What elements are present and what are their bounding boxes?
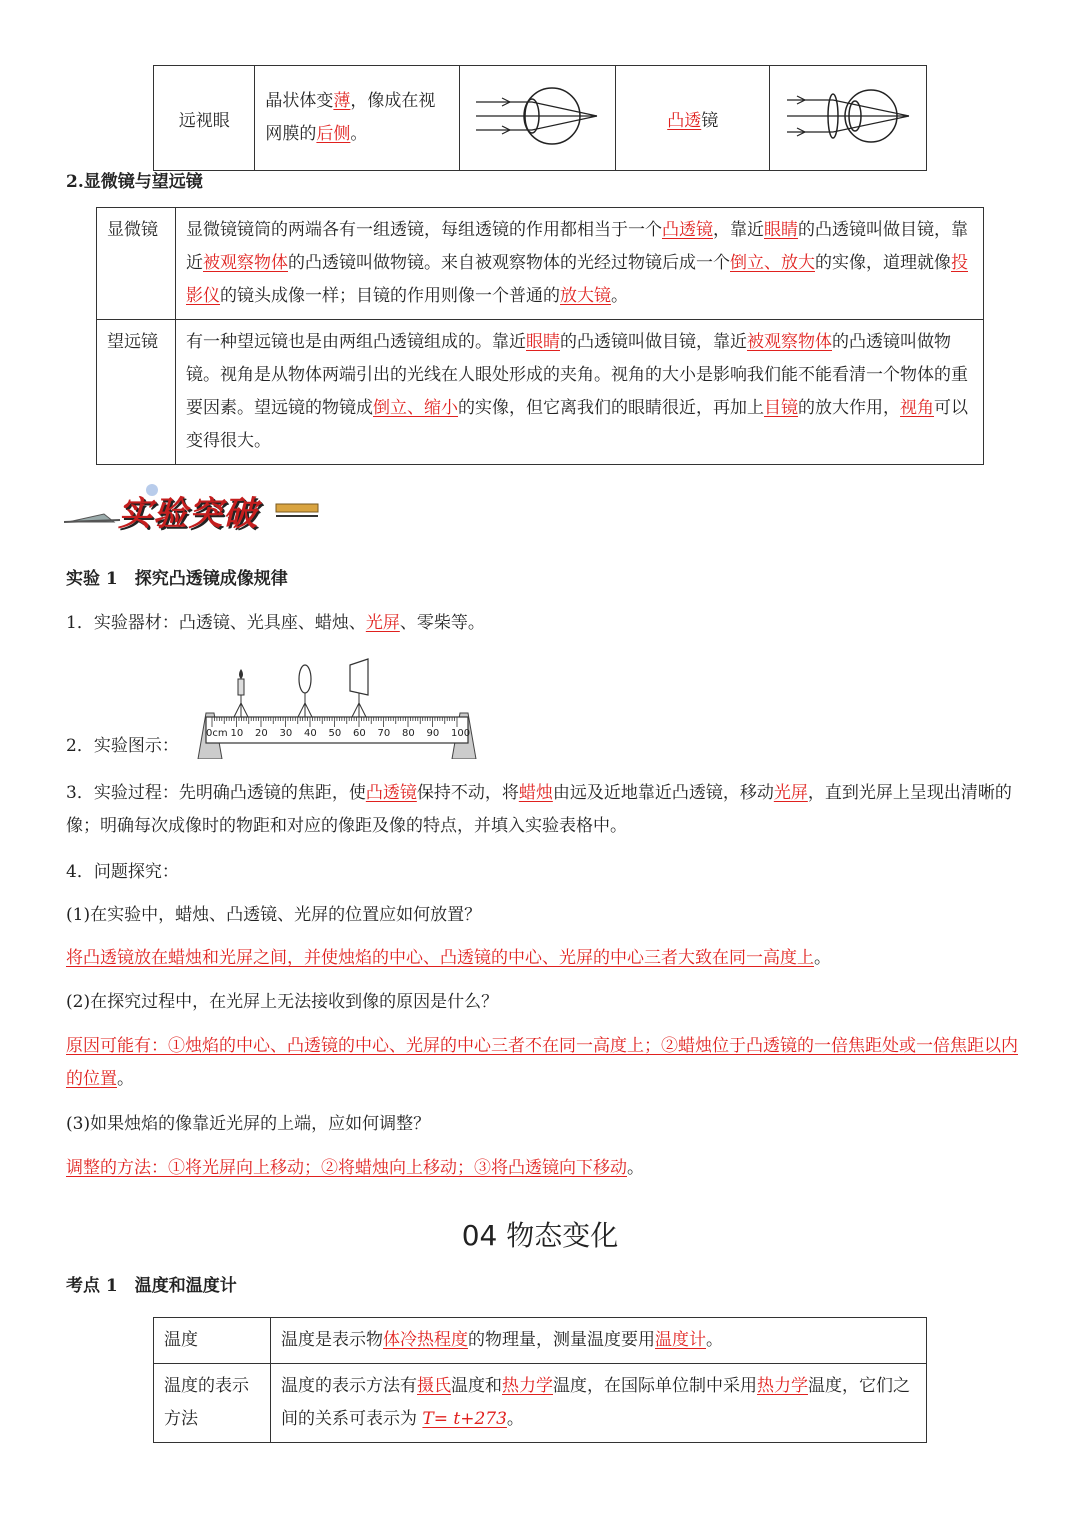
microscope-telescope-table: [96, 207, 984, 465]
answer-3: 调整的方法：①将光屏向上移动；②将蜡烛向上移动；③将凸透镜向下移动。: [66, 1158, 644, 1178]
row-label: 显微镜: [97, 208, 176, 320]
optical-bench-figure: [192, 655, 482, 759]
row-label: 温度的表示方法: [154, 1364, 271, 1443]
ruler-label: 90: [426, 728, 440, 739]
temperature-methods: 温度的表示方法有摄氏温度和热力学温度，在国际单位制中采用热力学温度，它们之间的关系可表示为 T= t+273。: [271, 1364, 927, 1443]
temperature-definition: 温度是表示物体冷热程度的物理量，测量温度要用温度计。: [271, 1318, 927, 1364]
hyperopia-table: [153, 65, 927, 171]
telescope-text: 有一种望远镜也是由两组凸透镜组成的。靠近眼睛的凸透镜叫做目镜，靠近被观察物体的凸透镜叫做物镜。视角是从物体两端引出的光线在人眼处形成的夹角。视角的大小是影响我们能不能看清一个物体的重要因素。望远镜的物镜成倒立、缩小的实像，但它离我们的眼睛很近，再加上目镜的放大作用，视角可以变得很大。: [176, 320, 984, 465]
experiment-item-3: 3．实验过程：先明确凸透镜的焦距，使凸透镜保持不动，将蜡烛由远及近地靠近凸透镜，移动光屏，直到光屏上呈现出清晰的像；明确每次成像时的物距和对应的像距及像的特点，并填入实验表格中。: [66, 783, 1012, 836]
chapter-title: 04 物态变化: [461, 1219, 619, 1252]
correction-cell: 凸透镜: [616, 66, 770, 171]
experiment-item-4: 4．问题探究：: [66, 862, 179, 882]
ruler-label: 70: [377, 728, 391, 739]
table-row: [154, 66, 927, 171]
hyperopia-diagram: [459, 66, 616, 171]
table-row: [97, 208, 984, 320]
table-row: [154, 1364, 927, 1443]
experiment-banner: [64, 478, 324, 540]
kaodian-title: 考点 1 温度和温度计: [66, 1276, 237, 1296]
ruler-label: 60: [353, 728, 366, 739]
ruler-label: 40: [304, 728, 317, 739]
row-label: 望远镜: [97, 320, 176, 465]
microscope-text: 显微镜镜筒的两端各有一组透镜，每组透镜的作用都相当于一个凸透镜，靠近眼睛的凸透镜叫做目镜，靠近被观察物体的凸透镜叫做物镜。来自被观察物体的光经过物镜后成一个倒立、放大的实像，道理就像投影仪的镜头成像一样；目镜的作用则像一个普通的放大镜。: [176, 208, 984, 320]
banner-title: 实验突破: [118, 494, 258, 534]
answer-2: 原因可能有：①烛焰的中心、凸透镜的中心、光屏的中心三者不在同一高度上；②蜡烛位于凸透镜的一倍焦距处或一倍焦距以内的位置。: [66, 1036, 1018, 1089]
question-1: (1)在实验中，蜡烛、凸透镜、光屏的位置应如何放置？: [66, 905, 482, 925]
cause-cell: 晶状体变薄，像成在视网膜的后侧。: [255, 66, 459, 171]
corrected-diagram: [770, 66, 927, 171]
experiment-item-2: 2．实验图示：: [66, 736, 179, 756]
answer-1: 将凸透镜放在蜡烛和光屏之间，并使烛焰的中心、凸透镜的中心、光屏的中心三者大致在同一高度上。: [66, 948, 831, 968]
ruler-label: 10: [230, 728, 244, 739]
temperature-table: [153, 1317, 927, 1443]
table-row: [97, 320, 984, 465]
ruler-label: 80: [402, 728, 415, 739]
ruler-label: 20: [255, 728, 268, 739]
experiment-title: 实验 1 探究凸透镜成像规律: [66, 569, 288, 589]
ruler-label: 100: [451, 728, 471, 739]
question-2: (2)在探究过程中，在光屏上无法接收到像的原因是什么？: [66, 992, 499, 1012]
table-row: [154, 1318, 927, 1364]
row-label: 温度: [154, 1318, 271, 1364]
question-3: (3)如果烛焰的像靠近光屏的上端，应如何调整？: [66, 1114, 431, 1134]
ruler-label: 50: [328, 728, 342, 739]
ruler-label: 30: [279, 728, 293, 739]
ruler-label: 0cm: [206, 728, 228, 739]
section-title: 2.显微镜与望远镜: [66, 172, 203, 192]
experiment-item-1: 1．实验器材：凸透镜、光具座、蜡烛、光屏、零柴等。: [66, 613, 485, 633]
row-label: 远视眼: [154, 66, 255, 171]
